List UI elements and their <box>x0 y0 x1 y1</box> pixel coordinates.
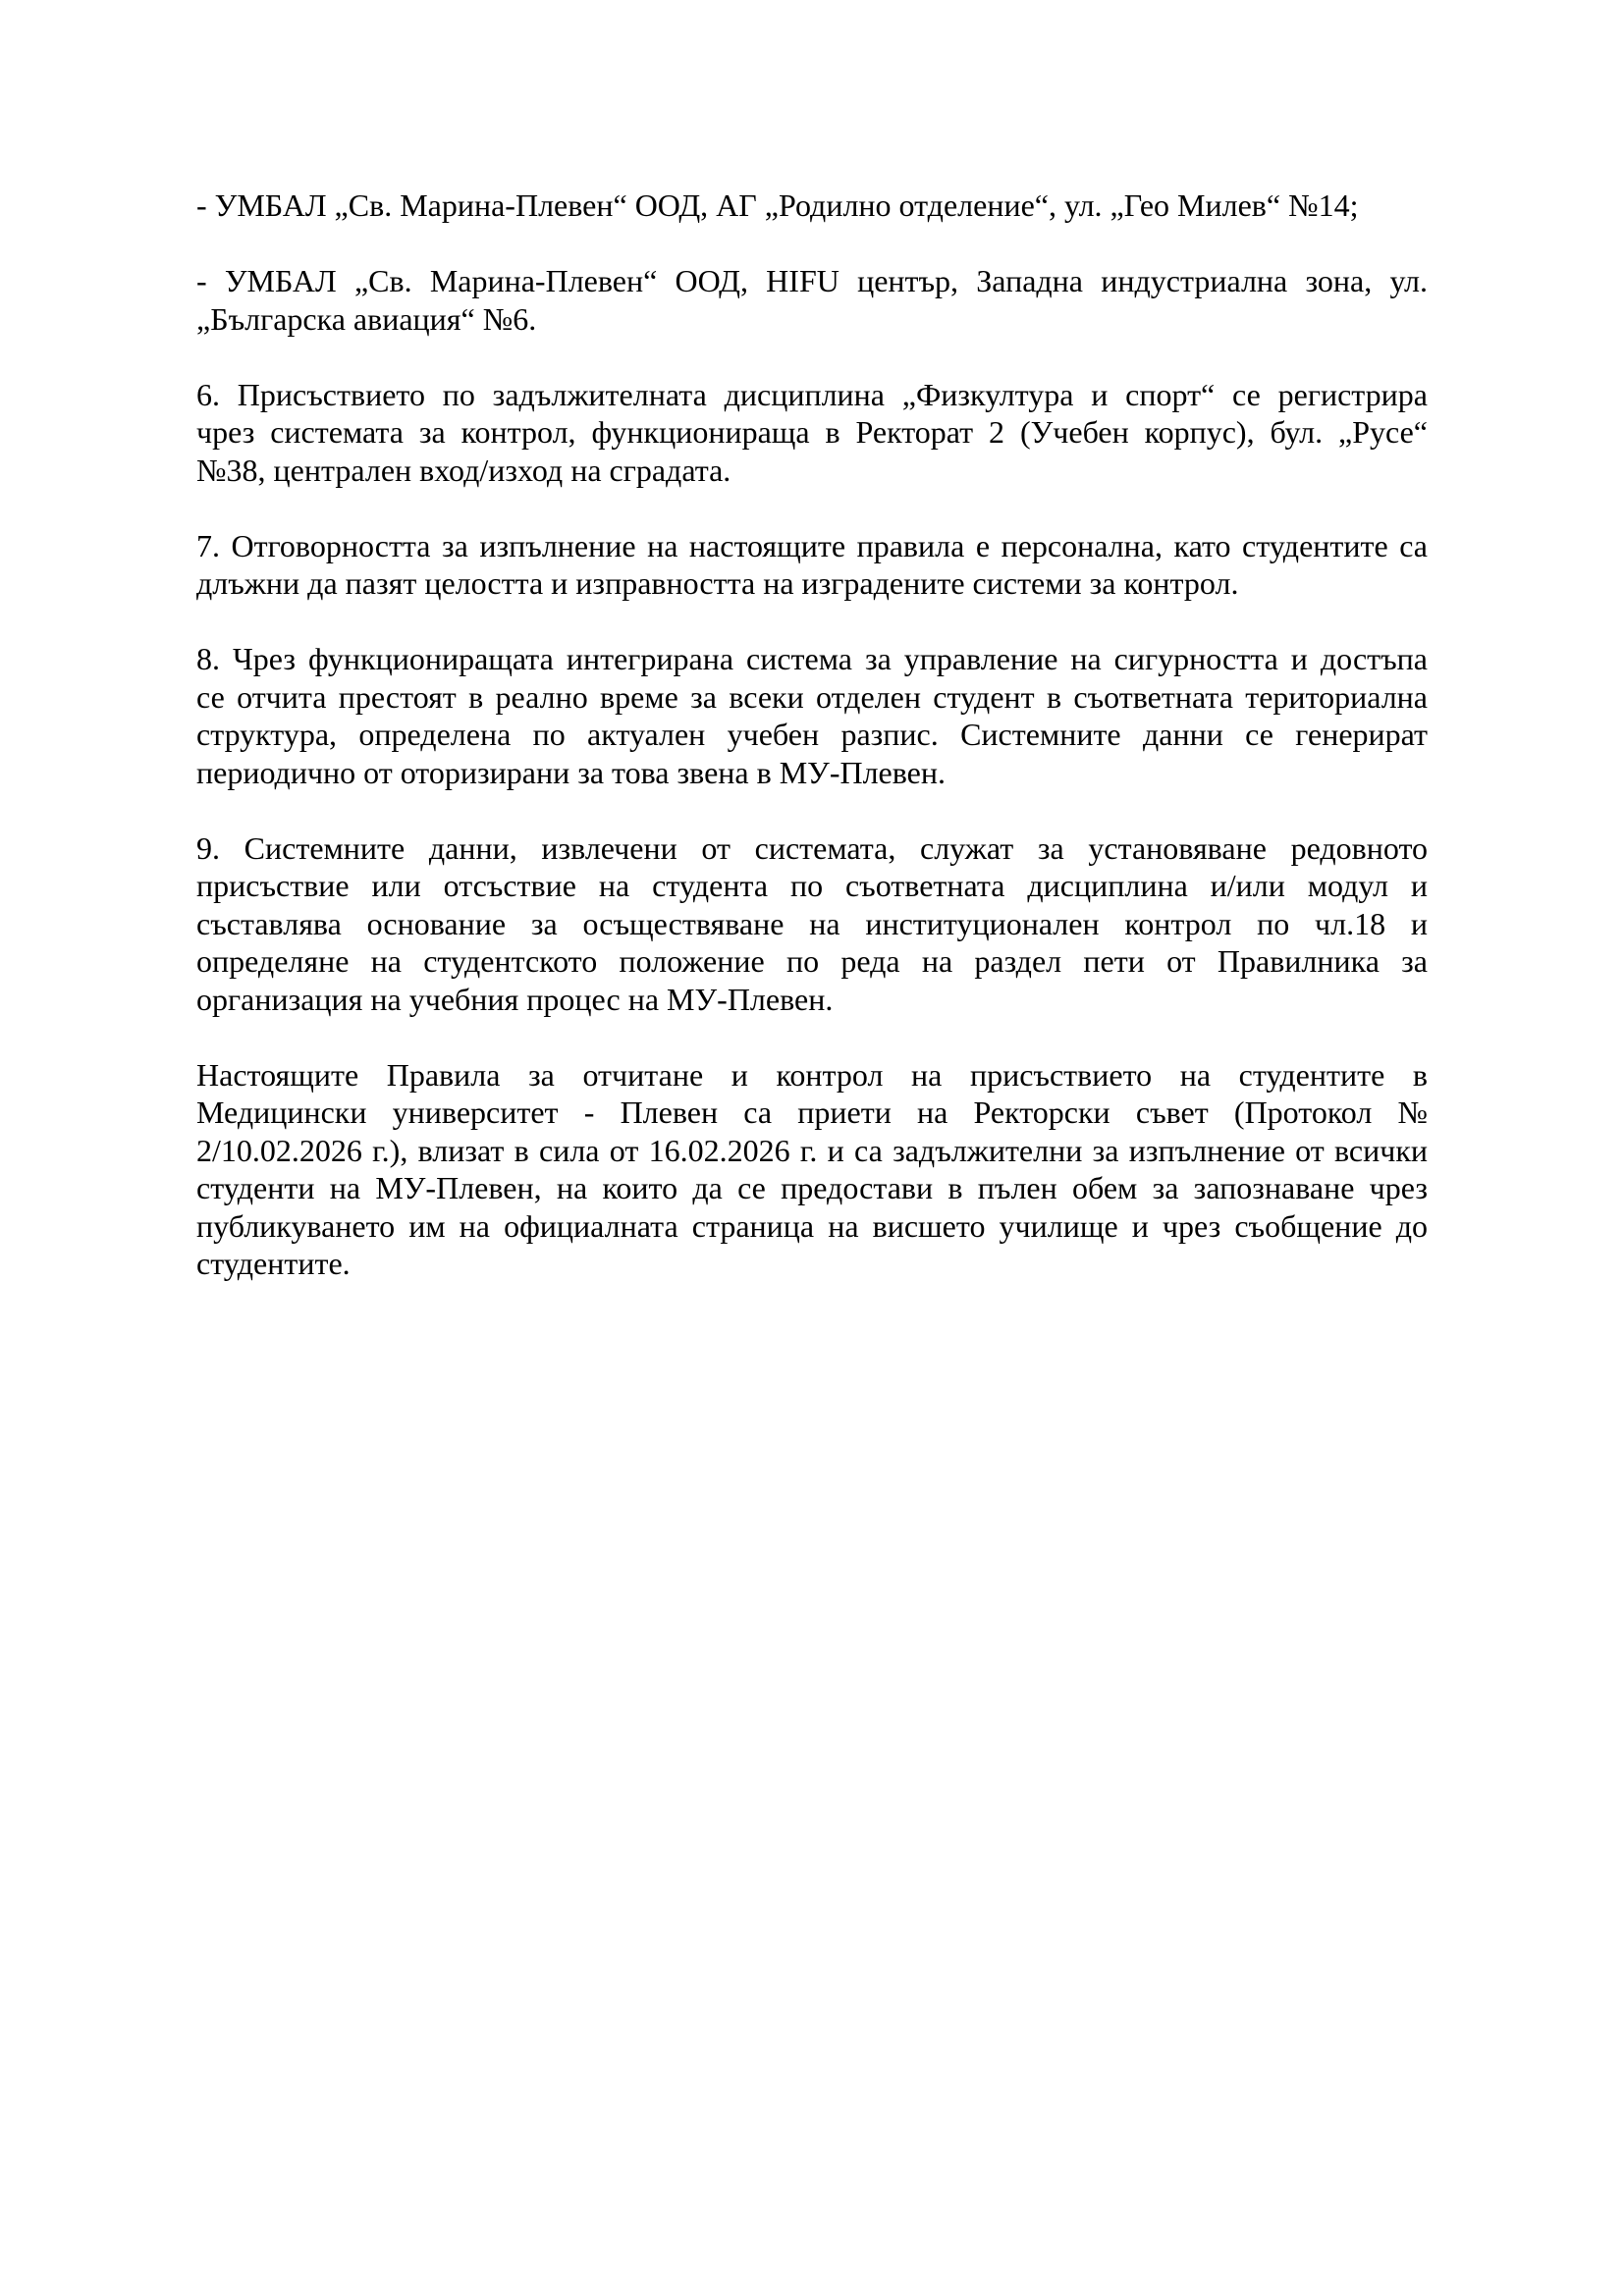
text-line: студенти на МУ-Плевен, на които да се предостави в пълен обем за запознаване чрез <box>196 1170 1428 1205</box>
text-line: се отчита престоят в реално време за всеки отделен студент в съответната териториална <box>196 678 1428 715</box>
text-line: чрез системата за контрол, функционираща в Ректорат 2 (Учебен корпус), бул. „Русе“ <box>196 414 1428 450</box>
text-line: 9. Системните данни, извлечени от системата, служат за установяване редовното <box>196 829 1428 866</box>
text-line: №38, централен вход/изход на сградата. <box>196 452 731 488</box>
text-line: определяне на студентското положение по реда на раздел пети от Правилника за <box>196 943 1428 979</box>
paragraph-hospital-address-2 <box>196 262 1428 338</box>
text-line: 7. Отговорността за изпълнение на настоящите правила е персонална, като студентите са <box>196 527 1428 563</box>
text-line: длъжни да пазят целостта и изправността на изградените системи за контрол. <box>196 565 1239 601</box>
text-line: 8. Чрез функциониращата интегрирана система за управление на сигурността и достъпа <box>196 641 1428 676</box>
paragraph-rule-9 <box>196 829 1428 1019</box>
text-line: 2/10.02.2026 г.), влизат в сила от 16.02.2026 г. и са задължителни за изпълнение от всички <box>196 1132 1428 1168</box>
text-line: публикуването им на официалната страница на висшето училище и чрез съобщение до <box>196 1207 1428 1244</box>
text-line: организация на учебния процес на МУ-Плевен. <box>196 981 834 1017</box>
text-line: - УМБАЛ „Св. Марина-Плевен“ ООД, АГ „Родилно отделение“, ул. „Гео Милев“ №14; <box>196 187 1359 223</box>
text-line: присъствие или отсъствие на студента по съответната дисциплина и/или модул и <box>196 868 1428 903</box>
document-body <box>196 187 1428 1283</box>
text-line: Медицински университет - Плевен са приети на Ректорски съвет (Протокол № <box>196 1095 1428 1130</box>
text-line: съставлява основание за осъществяване на институционален контрол по чл.18 и <box>196 905 1428 941</box>
paragraph-rule-8 <box>196 640 1428 791</box>
text-line: Настоящите Правила за отчитане и контрол на присъствието на студентите в <box>196 1056 1428 1093</box>
text-line: периодично от оторизирани за това звена в МУ-Плевен. <box>196 754 946 790</box>
text-line: „Българска авиация“ №6. <box>196 300 537 337</box>
paragraph-closing-provision <box>196 1056 1428 1283</box>
text-line: структура, определена по актуален учебен разпис. Системните данни се генерират <box>196 717 1428 752</box>
paragraph-hospital-address-1 <box>196 187 1428 225</box>
text-line: студентите. <box>196 1246 351 1281</box>
text-line: - УМБАЛ „Св. Марина-Плевен“ ООД, HIFU център, Западна индустриална зона, ул. <box>196 263 1428 298</box>
paragraph-rule-7 <box>196 527 1428 603</box>
text-line: 6. Присъствието по задължителната дисциплина „Физкултура и спорт“ се регистрира <box>196 376 1428 412</box>
paragraph-rule-6 <box>196 376 1428 490</box>
